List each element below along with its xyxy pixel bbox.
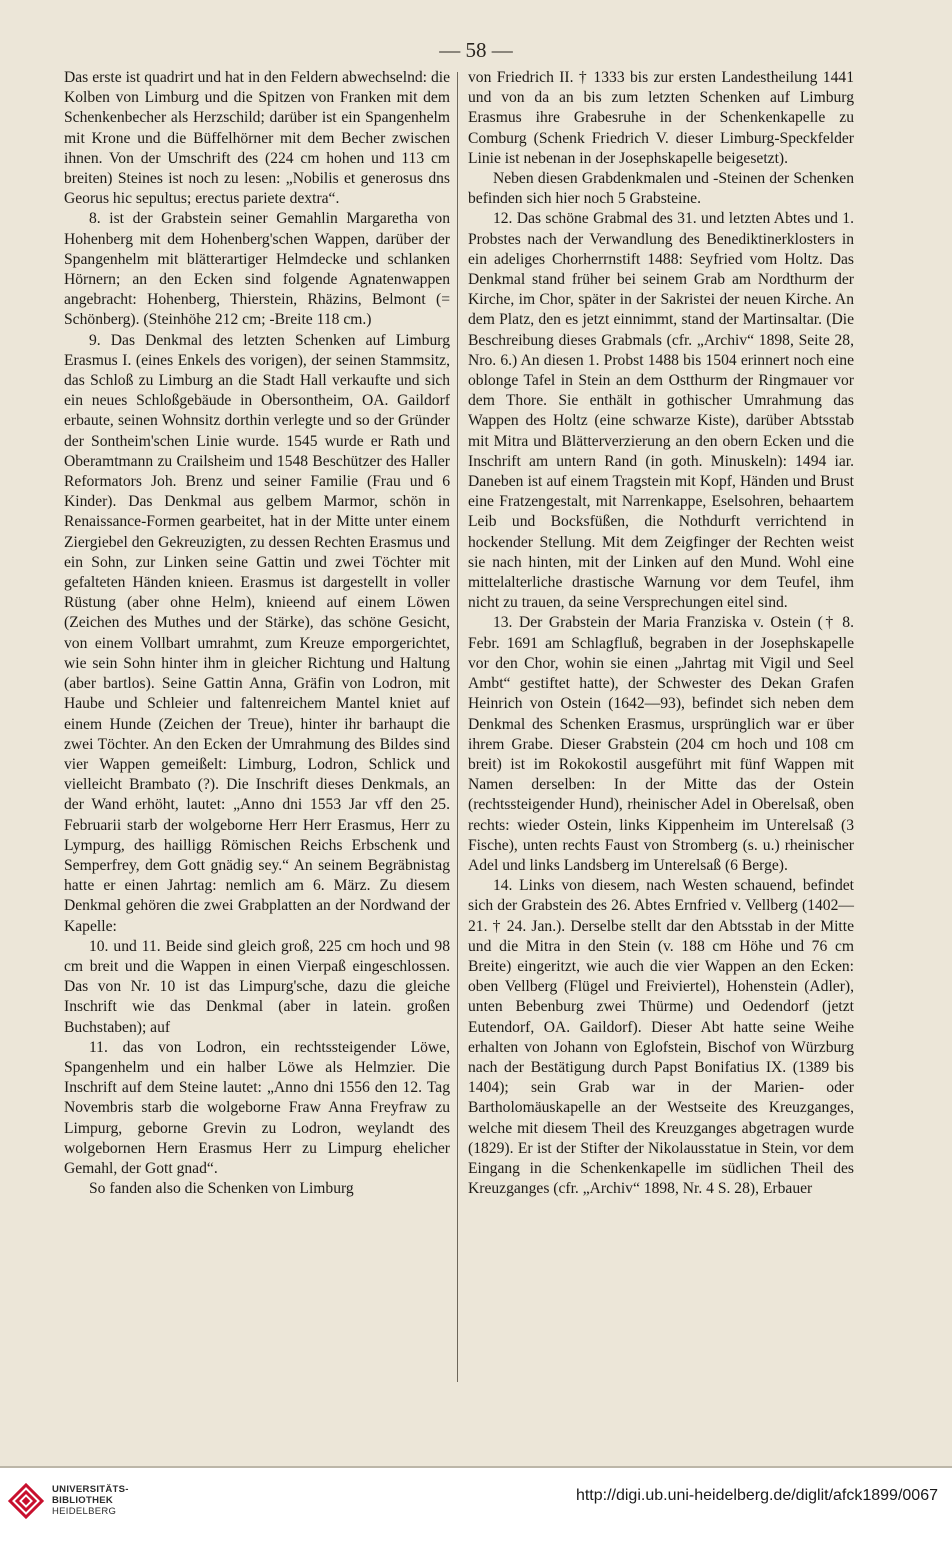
library-name: UNIVERSITÄTS- BIBLIOTHEK HEIDELBERG [52, 1484, 129, 1517]
paragraph: 9. Das Denkmal des letzten Schenken auf Limburg Erasmus I. (eines Enkels des vorigen), der seinen Stammsitz, das Schloß zu Limburg an die Stadt Hall verkaufte und sich ein neues Schloßgebäude in Obersontheim, OA. Gaildorf erbaute, seinen Wohnsitz dorthin verlegte und so der Gründer der Sontheim'schen Linie wurde. 1545 wurde er Rath und Oberamtmann zu Crailsheim und 1548 Beschützer des Haller Reformators Joh. Brenz und seiner Familie (Frau und 6 Kinder). Das Denkmal aus gelbem Marmor, schön in Renaissance-Formen gearbeitet, hat in der Mitte unter einem Ziergiebel den Gekreuzigten, zu dessen Rechten Erasmus und ein Sohn, zur Linken seine Gattin und zwei Töchter mit gefalteten Händen knieen. Erasmus ist dargestellt in voller Rüstung (aber ohne Helm), knieend auf einem Löwen (Zeichen des Muthes und der Stärke), das schöne Gesicht, von einem Vollbart umrahmt, zum Kreuze emporgerichtet, wie sein Sohn hinter ihm in gleicher Richtung und Haltung (aber bartlos). Seine Gattin Anna, Gräfin von Lodron, mit Haube und Schleier und faltenreichem Mantel kniet auf einem Hunde (Zeichen der Treue), hinter ihr barhaupt die zwei Töchter. An den Ecken der Umrahmung des Bildes sind vier Wappen gemeißelt: Limburg, Lodron, Schlick und vielleicht Brambato (?). Die Inschrift dieses Denkmals, an der Wand erhöht, lautet: „Anno dni 1553 Jar vff den 25. Februarii starb der wolgeborne Herr Herr Erasmus, Herr zu Lympurg, des hailligg Römischen Reichs Erbschenk und Semperfrey, dem Gott gnädig sey.“ An seinem Begräbnistag hatte er einen Jahrtag: nemlich am 6. März. Zu diesem Denkmal gehören die zwei Grabplatten an der Nordwand der Kapelle: [64, 331, 450, 935]
left-text-column [64, 68, 450, 1199]
paragraph: 8. ist der Grabstein seiner Gemahlin Margaretha von Hohenberg mit dem Hohenberg'schen Wappen, darüber der Spangenhelm mit blätterartiger Helmdecke und schlanken Hörnern; an den Ecken sind folgende Agnatenwappen angebracht: Hohenberg, Thierstein, Rhäzins, Belmont (= Schönberg). (Steinhöhe 212 cm; -Breite 118 cm.) [64, 210, 450, 329]
paragraph: 10. und 11. Beide sind gleich groß, 225 cm hoch und 98 cm breit und die Wappen in einen Vierpaß eingeschlossen. Das von Nr. 10 ist das Limpurg'sche, dazu die gleiche Inschrift wie das Denkmal (aber in latein. großen Buchstaben); auf [64, 937, 450, 1036]
paragraph: Neben diesen Grabdenkmalen und -Steinen der Schenken befinden sich hier noch 5 Grabsteine. [468, 170, 854, 208]
page-number: — 58 — [439, 38, 513, 62]
paragraph: So fanden also die Schenken von Limburg [88, 1180, 354, 1198]
paragraph: Das erste ist quadrirt und hat in den Feldern abwechselnd: die Kolben von Limburg und die Spitzen von Franken mit dem Schenkenbecher als Herzschild; darüber ist ein Spangenhelm mit Krone und die Büffelhörner mit dem Becher zwischen ihnen. Von der Umschrift des (224 cm hohen und 113 cm breiten) Steines ist noch zu lesen: „Nobilis et generosus dns Georus hic sepultus; erectus pariete dextra“. [64, 69, 450, 208]
paragraph: 11. das von Lodron, ein rechtssteigender Löwe, Spangenhelm und ein halber Löwe als Helmzier. Die Inschrift auf dem Steine lautet: „Anno dni 1556 den 12. Tag Novembris starb die wolgeborne Fraw Anna Freyfraw zu Limpurg, geborne Grevin zu Lodron, weylandt des wolgebornen Hern Erasmus Herr zu Limpurg ehelicher Gemahl, der Gott gnad“. [64, 1038, 450, 1177]
footer-bar [0, 1468, 952, 1550]
paragraph: von Friedrich II. † 1333 bis zur ersten Landestheilung 1441 und von da an bis zum letzten Schenken auf Limburg Erasmus ihre Grabesruhe in der Schenkenkapelle zu Comburg (Schenk Friedrich V. dieser Limburg-Speckfelder Linie ist nebenan in der Josephskapelle beigesetzt). [468, 69, 854, 167]
paragraph: 13. Der Grabstein der Maria Franziska v. Ostein († 8. Febr. 1691 am Schlagfluß, begraben in der Josephskapelle vor den Chor, wohin sie einen „Jahrtag mit Vigil und Seel Ambt“ gestiftet hatte), der Schwester des Dekan Grafen Heinrich von Ostein (1642—93), befindet sich neben dem Denkmal des Schenken Erasmus, ursprünglich war er über ihrem Grabe. Dieser Grabstein (204 cm hoch und 108 cm breit) ist im Rokokostil ausgeführt mit fünf Wappen mit Namen derselben: In der Mitte das der Ostein (rechtssteigender Hund), rheinischer Adel in Oberelsaß, oben rechts: wieder Ostein, links Kippenheim im Unterelsaß (3 Fische), unten rechts Faust von Stromberg (s. u.) rheinischer Adel und links Landsberg im Unterelsaß (6 Berge). [468, 614, 854, 874]
source-url-link[interactable]: http://digi.ub.uni-heidelberg.de/diglit/afck1899/0067 [575, 1487, 938, 1504]
column-divider [457, 72, 458, 1382]
right-text-column [468, 68, 854, 1199]
paragraph: 14. Links von diesem, nach Westen schauend, befindet sich der Grabstein des 26. Abtes Ernfried v. Vellberg (1402—21. † 24. Jan.). Derselbe stellt dar den Abtsstab in der Mitte und die Mitra in den Stein (v. 188 cm Höhe und 76 cm Breite) eingeritzt, wie auch die vier Wappen an den Ecken: oben Vellberg (Flügel und Freiviertel), Hohenstein (Adler), unten Bebenburg zwei Thürme) und Oedendorf (jetzt Eutendorf, OA. Gaildorf). Dieser Abt hatte seine Weihe erhalten von Johann von Eglofstein, Bischof von Würzburg nach der Bestätigung durch Papst Bonifatius IX. (1389 bis 1404); sein Grab war in der Marien- oder Bartholomäuskapelle an der Westseite des Kreuzganges, welche mit diesem Theil des Kreuzganges abgetragen wurde (1829). Er ist der Stifter der Nikolausstatue in Stein, vor dem Eingang in die Schenkenkapelle im südlichen Theil des Kreuzganges (cfr. „Archiv“ 1898, Nr. 4 S. 28), Erbauer [468, 877, 854, 1198]
university-library-logo-icon [6, 1481, 46, 1521]
paragraph: 12. Das schöne Grabmal des 31. und letzten Abtes und 1. Probstes nach der Verwandlung des Benediktinerklosters in ein adeliges Chorherrnstift 1488: Seyfried vom Holtz. Das Denkmal stand früher bei seinem Grab am Nordthurm der Kirche, im Chor, später in der Sakristei der neuen Kirche. An dem Platz, den es jetzt einnimmt, stand der Martinsaltar. (Die Beschreibung dieses Grabmals (cfr. „Archiv“ 1898, Seite 28, Nro. 6.) An diesen 1. Probst 1488 bis 1504 erinnert noch eine oblonge Tafel in Stein an dem Ostthurm der Ringmauer vor dem Thore. Sie enthält in gothischer Umrahmung das Wappen des Holtz (eine schwarze Kiste), darüber Abtsstab mit Mitra und Blätterverzierung an den obern Ecken und die Inschrift am untern Rand (in goth. Minuskeln): 1494 iar. Daneben ist auf einem Tragstein mit Kopf, Händen und Brust eine Fratzengestalt, mit Narrenkappe, Eselsohren, behaartem Leib und Bocksfüßen, die Nothdurft verrichtend in hockender Stellung. Mit dem Zeigfinger der Rechten weist sie nach hinten, mit der Linken auf den Mund. Wohl eine mittelalterliche drastische Warnung vor dem Teufel, ihm nicht zu trauen, da seine Versprechungen eitel sind. [468, 210, 854, 612]
